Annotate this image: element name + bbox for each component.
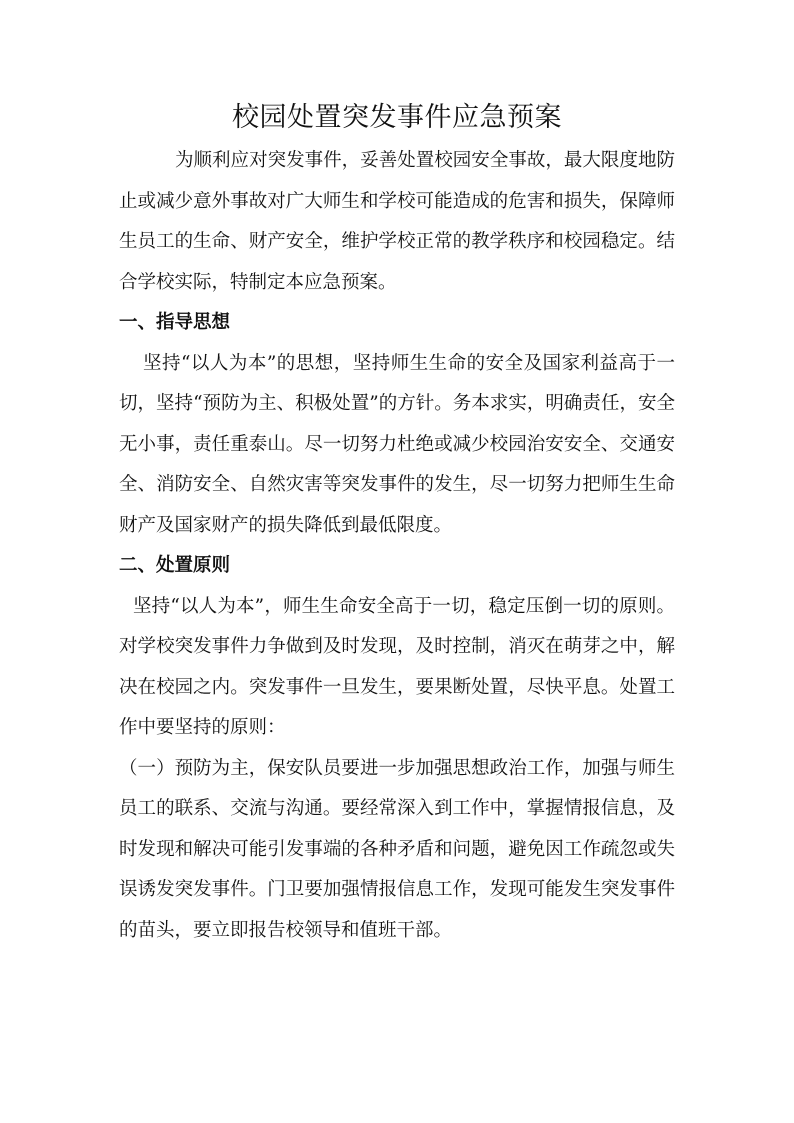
document-body [119, 141, 675, 951]
section-heading-handling-principles: 二、处置原则 [119, 555, 231, 576]
intro-paragraph: 为顺利应对突发事件，妥善处置校园安全事故，最大限度地防止或减少意外事故对广大师生和学校可能造成的危害和损失，保障师生员工的生命、财产安全，维护学校正常的教学秩序和校园稳定。结合学校实际，特制定本应急预案。 [119, 150, 675, 293]
document-title: 校园处置突发事件应急预案 [232, 102, 562, 133]
prevention-first-paragraph: （一）预防为主，保安队员要进一步加强思想政治工作，加强与师生员工的联系、交流与沟通。要经常深入到工作中，掌握情报信息，及时发现和解决可能引发事端的各种矛盾和问题，避免因工作疏忽或失误诱发突发事件。门卫要加强情报信息工作，发现可能发生突发事件的苗头，要立即报告校领导和值班干部。 [119, 757, 675, 941]
handling-principles-paragraph: 坚持“以人为本”，师生生命安全高于一切，稳定压倒一切的原则。对学校突发事件力争做到及时发现，及时控制，消灭在萌芽之中，解决在校园之内。突发事件一旦发生，要果断处置，尽快平息。处置工作中要坚持的原则： [119, 595, 675, 738]
section-heading-guiding-ideology: 一、指导思想 [119, 312, 231, 333]
guiding-ideology-paragraph: 坚持“以人为本”的思想，坚持师生生命的安全及国家利益高于一切，坚持“预防为主、积极处置”的方针。务本求实，明确责任，安全无小事，责任重泰山。尽一切努力杜绝或减少校园治安安全、交通安全、消防安全、自然灾害等突发事件的发生，尽一切努力把师生生命财产及国家财产的损失降低到最低限度。 [119, 352, 675, 536]
